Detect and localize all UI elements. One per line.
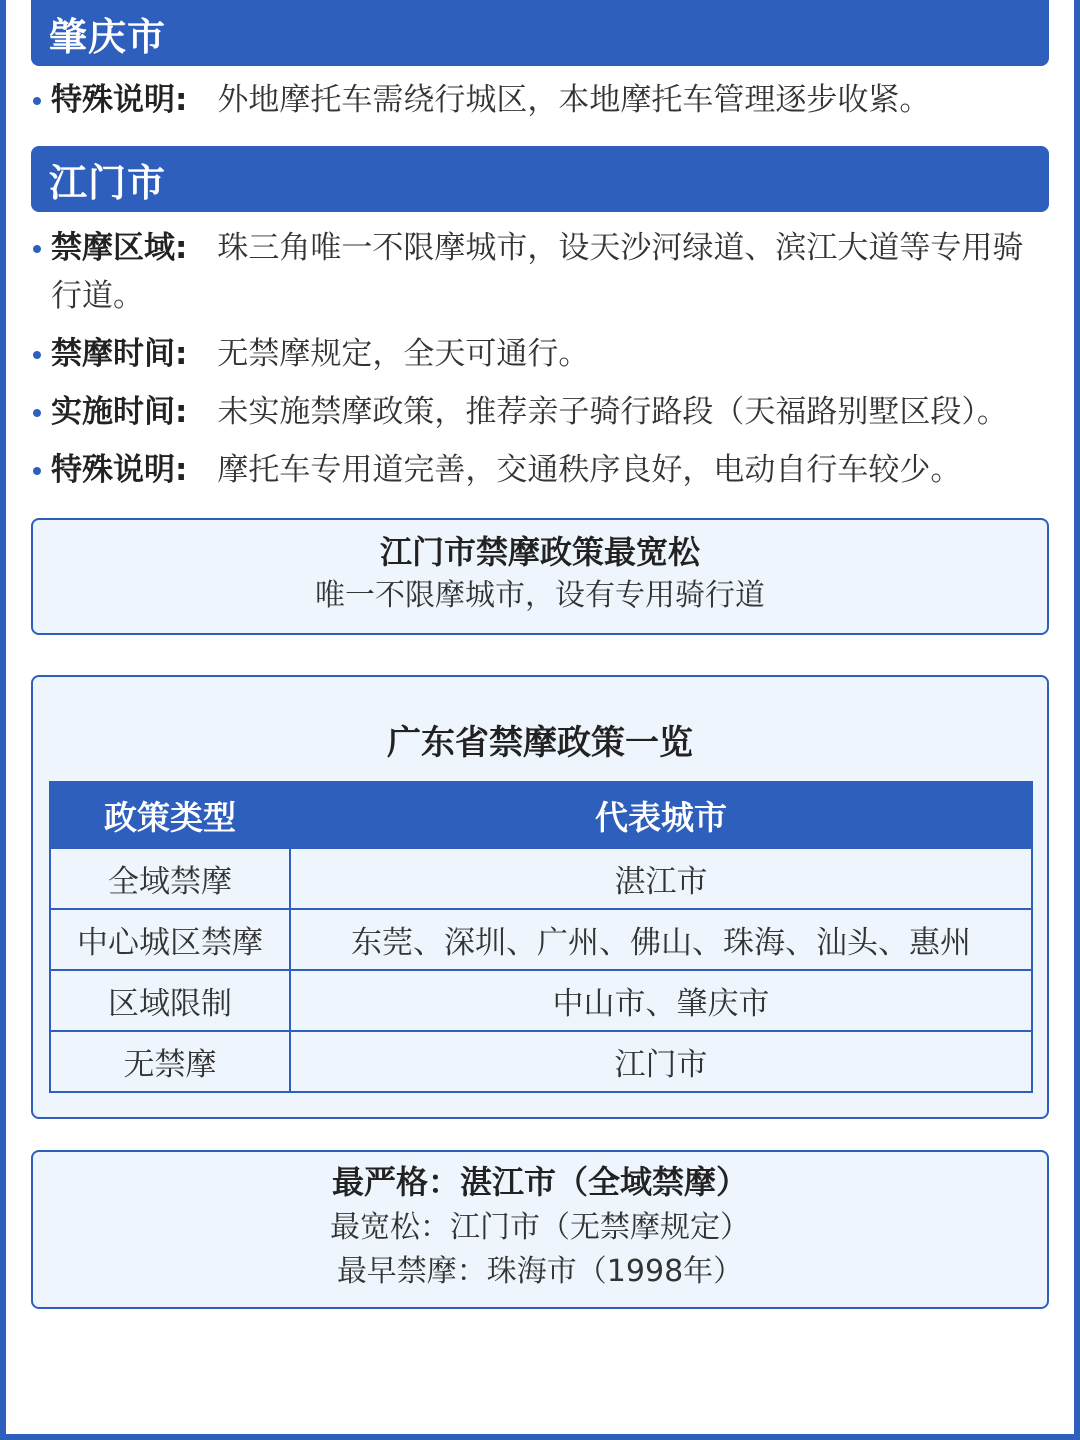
column-header: 代表城市 (290, 782, 1032, 848)
item-label: 实施时间: (51, 394, 188, 430)
table-row (50, 1031, 1032, 1092)
jiangmen-item (31, 330, 1049, 378)
table-cell: 江门市 (290, 1031, 1032, 1092)
item-text: 无禁摩规定，全天可通行。 (217, 336, 590, 372)
frame-bottom-border (0, 1434, 1080, 1440)
summary-strictest: 最严格：湛江市（全域禁摩） (331, 1163, 748, 1201)
frame-right-border (1074, 0, 1080, 1440)
table-cell: 全域禁摩 (50, 848, 290, 909)
item-label: 禁摩区域: (51, 230, 188, 266)
item-text: 摩托车专用道完善，交通秩序良好，电动自行车较少。 (217, 452, 962, 488)
table-row (50, 909, 1032, 970)
highlight-box (31, 518, 1049, 635)
table-row (50, 970, 1032, 1031)
table-row (50, 848, 1032, 909)
item-text: 外地摩托车需绕行城区，本地摩托车管理逐步收紧。 (217, 82, 931, 118)
policy-table (49, 781, 1033, 1093)
content (31, 0, 1049, 1309)
item-text: 未实施禁摩政策，推荐亲子骑行路段（天福路别墅区段）。 (217, 394, 1008, 430)
jiangmen-item (31, 224, 1049, 320)
table-cell: 东莞、深圳、广州、佛山、珠海、汕头、惠州 (290, 909, 1032, 970)
item-label: 特殊说明: (51, 452, 188, 488)
table-title: 广东省禁摩政策一览 (387, 723, 693, 763)
frame-left-border (0, 0, 6, 1440)
city-header-jiangmen: 江门市 (31, 146, 1049, 212)
table-cell: 无禁摩 (50, 1031, 290, 1092)
summary-box (31, 1150, 1049, 1309)
table-header-row (50, 782, 1032, 848)
jiangmen-item (31, 446, 1049, 494)
item-label: 特殊说明: (51, 82, 188, 118)
highlight-subtitle: 唯一不限摩城市，设有专用骑行道 (315, 578, 765, 613)
zhaoqing-item (31, 76, 1049, 124)
city-header-zhaoqing: 肇庆市 (31, 0, 1049, 66)
highlight-title: 江门市禁摩政策最宽松 (379, 533, 700, 571)
table-cell: 中心城区禁摩 (50, 909, 290, 970)
jiangmen-item (31, 388, 1049, 436)
column-header: 政策类型 (50, 782, 290, 848)
policy-table-box (31, 675, 1049, 1119)
item-label: 禁摩时间: (51, 336, 188, 372)
table-cell: 湛江市 (290, 848, 1032, 909)
table-cell: 中山市、肇庆市 (290, 970, 1032, 1031)
summary-loosest: 最宽松：江门市（无禁摩规定） (330, 1210, 750, 1245)
table-cell: 区域限制 (50, 970, 290, 1031)
item-text: 珠三角唯一不限摩城市，设天沙河绿道、滨江大道等专用骑行道。 (51, 230, 1024, 314)
summary-earliest: 最早禁摩：珠海市（1998年） (336, 1254, 744, 1289)
